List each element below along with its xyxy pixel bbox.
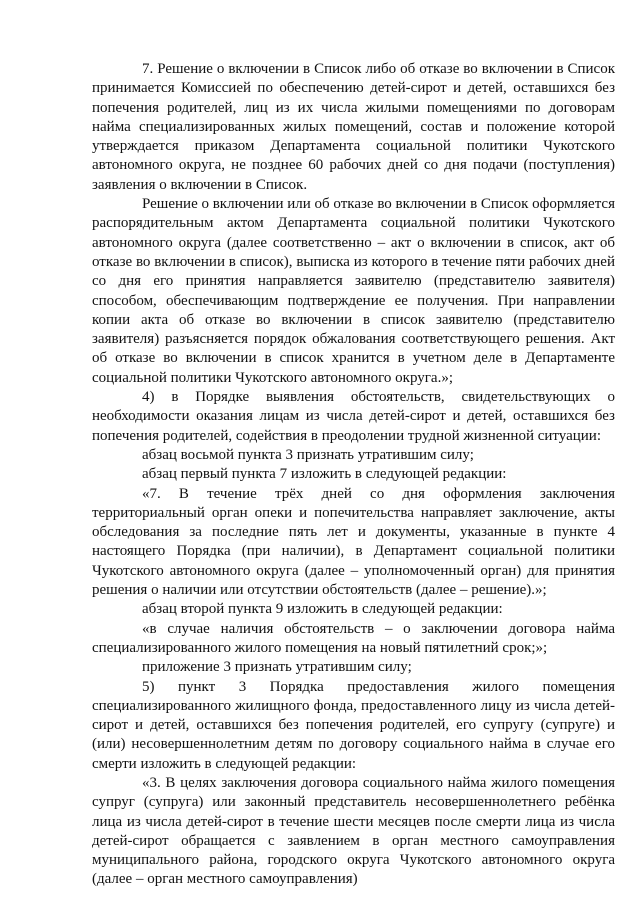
paragraph-clause-8-repeal: абзац восьмой пункта 3 признать утратившим силу; — [142, 446, 474, 463]
paragraph-clause-7-text: «7. В течение трёх дней со дня оформления заключения территориальный орган опеки и попечительства направляет заключение, акты обследования за последние пять лет и документы, указанные в пункте 4 настоящего Порядка (при наличии), в Департамент социальной политики Чукотского автономного округа (далее – уполномоченный орган) для принятия решения о наличии или отсутствии обстоятельств (далее – решение).»; — [92, 485, 615, 599]
paragraph-appendix-3-repeal: приложение 3 признать утратившим силу; — [142, 659, 412, 676]
paragraph-clause-9-intro: абзац второй пункта 9 изложить в следующей редакции: — [142, 601, 503, 618]
paragraph-decision-period: 7. Решение о включении в Список либо об отказе во включении в Список принимается Комиссией по обеспечению детей-сирот и детей, оставшихся без попечения родителей, лиц из их числа жилыми помещениями по договорам найма специализированных жилых помещений, состав и положение которой утверждается приказом Департамента социальной политики Чукотского автономного округа, не позднее 60 рабочих дней со дня подачи (поступления) заявления о включении в Список. — [92, 61, 615, 193]
paragraph-decision-act: Решение о включении или об отказе во включении в Список оформляется распорядительным актом Департамента социальной политики Чукотского автономного округа (далее соответственно – акт о включении в список, акт об отказе во включении в список), выписка из которого в течение пяти рабочих дней со дня его принятия направляется заявителю (представителю заявителя) способом, обеспечивающим подтверждение ее получения. При направлении копии акта об отказе во включении в список заявителю (представителю заявителя) разъясняется порядок обжалования соответствующего решения. Акт об отказе во включении в список хранится в учетном деле в Департаменте социальной политики Чукотского автономного округа.»; — [92, 196, 615, 386]
paragraph-clause-3-text: «3. В целях заключения договора социального найма жилого помещения супруг (супруга) или законный представитель несовершеннолетнего ребёнка лица из числа детей-сирот в течение шести месяцев после смерти лица из числа детей-сирот обращается с заявлением в орган местного самоуправления муниципального района, городского округа Чукотского автономного округа (далее – орган местного самоуправления) — [92, 774, 615, 888]
paragraph-item-4: 4) в Порядке выявления обстоятельств, свидетельствующих о необходимости оказания лицам из числа детей-сирот и детей, оставшихся без попечения родителей, содействия в преодолении трудной жизненной ситуации: — [92, 389, 615, 444]
paragraph-item-5: 5) пункт 3 Порядка предоставления жилого помещения специализированного жилищного фонда, предоставленного лицу из числа детей-сирот и детей, оставшихся без попечения родителей, его супругу (супруге) и (или) несовершеннолетним детям по договору социального найма в случае его смерти изложить в следующей редакции: — [92, 678, 615, 772]
paragraph-clause-7-intro: абзац первый пункта 7 изложить в следующей редакции: — [142, 466, 507, 483]
paragraph-clause-9-text: «в случае наличия обстоятельств – о заключении договора найма специализированного жилого помещения на новый пятилетний срок;»; — [92, 620, 615, 656]
